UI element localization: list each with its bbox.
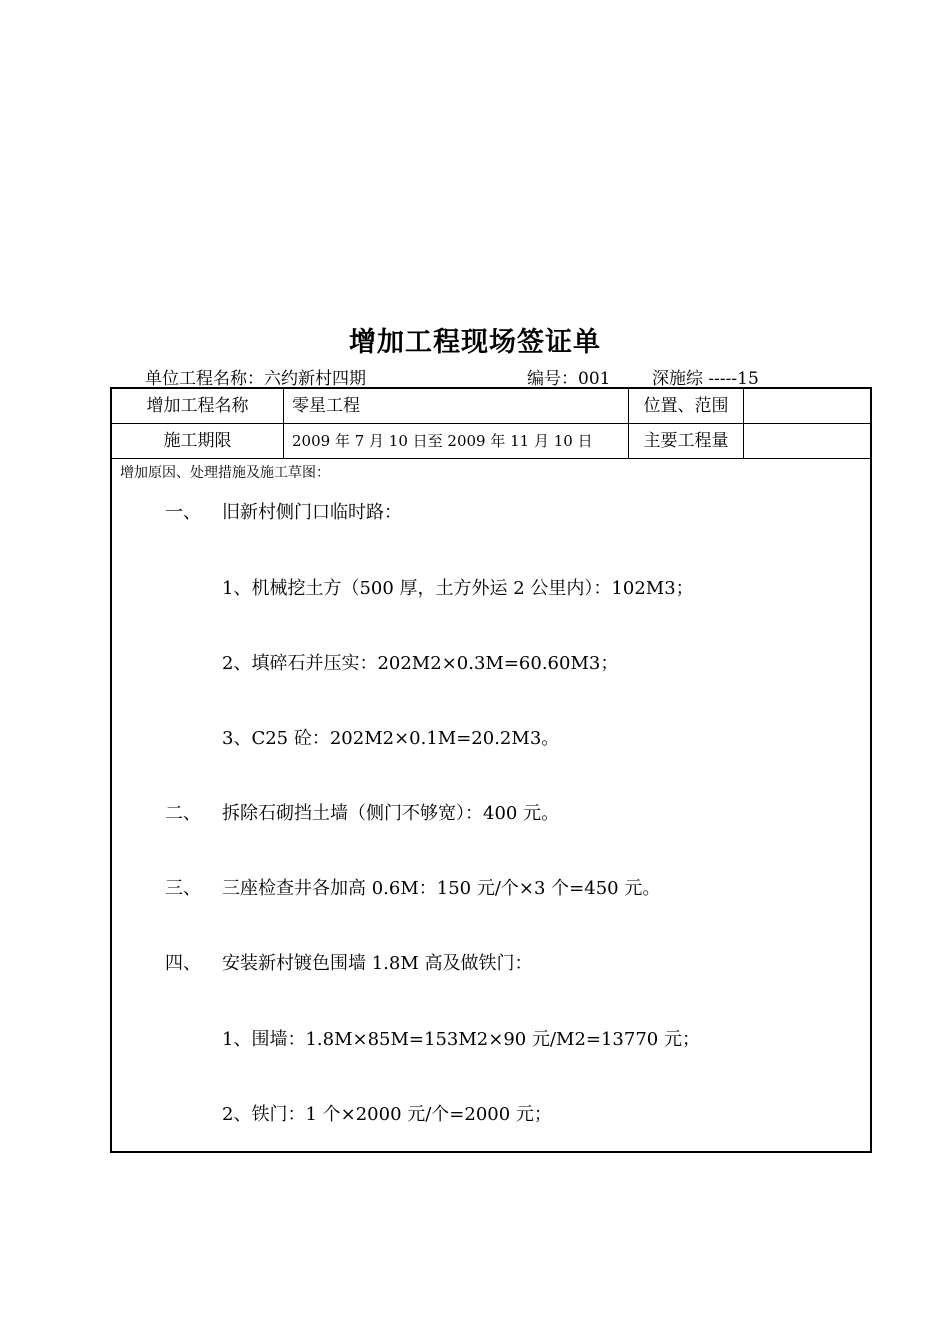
section-label: 增加原因、处理措施及施工草图： [120,465,330,481]
project-name-label: 增加工程名称 [112,389,284,423]
item-number: 一、 [165,502,201,523]
table-row [112,424,870,459]
location-label: 位置、范围 [629,389,744,423]
item-number: 四、 [165,953,201,974]
item-text: 3、C25 砼：202M2×0.1M=20.2M3。 [222,728,560,749]
project-name-value: 零星工程 [284,389,629,423]
item-text: 旧新村侧门口临时路： [222,502,402,523]
item-text: 1、机械挖土方（500 厚，土方外运 2 公里内）：102M3； [222,578,694,599]
period-value: 2009 年 7 月 10 日至 2009 年 11 月 10 日 [284,424,629,458]
page-title: 增加工程现场签证单 [349,327,601,358]
item-text: 安装新村镀色围墙 1.8M 高及做铁门： [222,953,533,974]
item-text: 2、填碎石并压实：202M2×0.3M=60.60M3； [222,653,619,674]
table-row [112,389,870,424]
visa-form-table [110,387,872,1153]
header-meta [0,364,950,388]
item-text: 拆除石砌挡土墙（侧门不够宽）：400 元。 [222,803,560,824]
quantity-label: 主要工程量 [629,424,744,458]
item-number: 三、 [165,878,201,899]
document-code: 深施综 -----15 [652,369,759,389]
period-label: 施工期限 [112,424,284,458]
document-number: 编号：001 [527,369,611,389]
unit-name: 单位工程名称：六约新村四期 [145,369,366,389]
item-text: 三座检查井各加高 0.6M：150 元/个×3 个=450 元。 [222,878,661,899]
location-value [744,389,870,423]
item-number: 二、 [165,803,201,824]
item-text: 2、铁门：1 个×2000 元/个=2000 元； [222,1104,552,1125]
quantity-value [744,424,870,458]
item-text: 1、围墙：1.8M×85M=153M2×90 元/M2=13770 元； [222,1029,700,1050]
